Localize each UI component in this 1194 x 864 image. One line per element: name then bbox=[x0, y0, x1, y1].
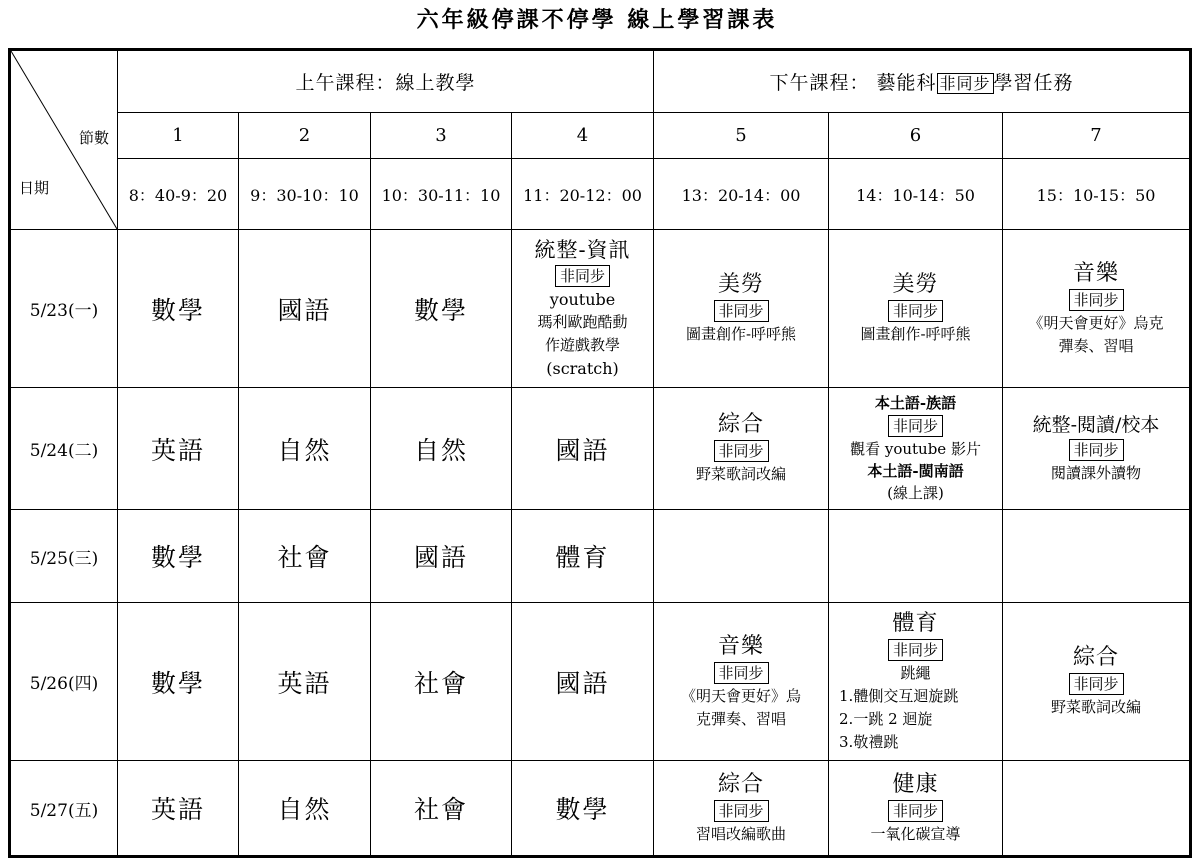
async-tag: 非同步 bbox=[714, 300, 769, 322]
subject-cell: 英語 bbox=[239, 603, 371, 761]
period-number-4: 4 bbox=[512, 113, 654, 159]
subject-title: 美勞 bbox=[892, 272, 939, 297]
morning-section-header: 上午課程：線上教學 bbox=[118, 50, 654, 113]
subject-cell: 數學 bbox=[118, 603, 239, 761]
async-tag: 非同步 bbox=[1069, 289, 1124, 311]
async-tag: 非同步 bbox=[888, 639, 943, 661]
subject-title: 體育 bbox=[892, 610, 939, 636]
async-tag: 非同步 bbox=[714, 440, 769, 462]
period-number-7: 7 bbox=[1003, 113, 1191, 159]
subject-cell: 數學 bbox=[118, 510, 239, 603]
day-label: 5/23(一) bbox=[10, 230, 118, 388]
period-time-6: 14：10-14：50 bbox=[829, 159, 1003, 230]
day-label: 5/24(二) bbox=[10, 388, 118, 510]
async-tag: 非同步 bbox=[555, 265, 610, 287]
async-tag: 非同步 bbox=[1069, 439, 1124, 461]
subject-cell: 自然 bbox=[239, 761, 371, 857]
subject-cell bbox=[654, 761, 829, 857]
afternoon-section-header bbox=[654, 50, 1191, 113]
task-desc: 《明天會更好》烏克 bbox=[1028, 313, 1164, 332]
subject-title: 健康 bbox=[892, 771, 939, 797]
schedule-row bbox=[10, 388, 1191, 510]
task-desc: 野菜歌詞改編 bbox=[1051, 698, 1142, 716]
empty-cell bbox=[1003, 761, 1191, 857]
task-desc: (線上課) bbox=[887, 483, 944, 502]
empty-cell bbox=[1003, 510, 1191, 603]
period-time-7: 15：10-15：50 bbox=[1003, 159, 1191, 230]
period-number-5: 5 bbox=[654, 113, 829, 159]
async-tag: 非同步 bbox=[888, 415, 943, 437]
task-desc: 圖畫創作-呼呼熊 bbox=[685, 325, 797, 343]
subject-cell bbox=[829, 761, 1003, 857]
subject-title: 綜合 bbox=[1073, 645, 1120, 670]
period-time-4: 11：20-12：00 bbox=[512, 159, 654, 230]
period-number-3: 3 bbox=[371, 113, 512, 159]
async-tag: 非同步 bbox=[888, 300, 943, 322]
day-label: 5/27(五) bbox=[10, 761, 118, 857]
task-desc: 作遊戲教學 bbox=[545, 336, 621, 354]
subject-cell: 英語 bbox=[118, 388, 239, 510]
subject-cell bbox=[1003, 603, 1191, 761]
schedule-row bbox=[10, 510, 1191, 603]
day-label: 5/25(三) bbox=[10, 510, 118, 603]
subject-title: 音樂 bbox=[718, 633, 765, 659]
task-desc: (scratch) bbox=[546, 359, 619, 378]
task-step: 3.敬禮跳 bbox=[839, 732, 899, 751]
task-desc: 瑪利歐跑酷動 bbox=[537, 313, 628, 331]
schedule-row bbox=[10, 603, 1191, 761]
schedule-table bbox=[8, 48, 1192, 858]
subject-cell bbox=[654, 388, 829, 510]
schedule-row bbox=[10, 230, 1191, 388]
corner-label-period: 節數 bbox=[78, 129, 109, 147]
subject-cell bbox=[654, 603, 829, 761]
task-desc: 野菜歌詞改編 bbox=[696, 465, 787, 483]
period-number-6: 6 bbox=[829, 113, 1003, 159]
page-title: 六年級停課不停學 線上學習課表 bbox=[416, 7, 778, 33]
subject-cell: 自然 bbox=[371, 388, 512, 510]
corner-header-cell bbox=[10, 50, 118, 230]
afternoon-label: 下午課程： 藝能科 bbox=[769, 72, 937, 94]
async-tag: 非同步 bbox=[714, 662, 769, 684]
empty-cell bbox=[654, 510, 829, 603]
schedule-row bbox=[10, 761, 1191, 857]
subject-cell: 數學 bbox=[371, 230, 512, 388]
task-desc: 閱讀課外讀物 bbox=[1051, 464, 1142, 482]
task-desc: 克彈奏、習唱 bbox=[696, 709, 787, 728]
subject-title: 統整-閱讀/校本 bbox=[1032, 414, 1160, 436]
period-time-3: 10：30-11：10 bbox=[371, 159, 512, 230]
period-number-1: 1 bbox=[118, 113, 239, 159]
empty-cell bbox=[829, 510, 1003, 603]
subject-cell bbox=[512, 230, 654, 388]
subject-cell: 數學 bbox=[118, 230, 239, 388]
day-label: 5/26(四) bbox=[10, 603, 118, 761]
task-desc: 習唱改編歌曲 bbox=[696, 824, 787, 843]
afternoon-async-tag: 非同步 bbox=[937, 73, 994, 94]
subject-title: 綜合 bbox=[718, 412, 765, 437]
subject-title: 綜合 bbox=[718, 771, 765, 797]
subject-cell bbox=[829, 388, 1003, 510]
subject-title: 音樂 bbox=[1073, 260, 1120, 286]
task-desc: 觀看 youtube 影片 bbox=[850, 439, 981, 458]
subject-title: 本土語-閩南語 bbox=[867, 461, 964, 480]
subject-title: 本土語-族語 bbox=[874, 393, 957, 412]
subject-cell: 國語 bbox=[512, 388, 654, 510]
subject-cell: 國語 bbox=[512, 603, 654, 761]
subject-cell bbox=[829, 603, 1003, 761]
task-desc: 圖畫創作-呼呼熊 bbox=[860, 325, 971, 343]
period-number-2: 2 bbox=[239, 113, 371, 159]
subject-cell: 社會 bbox=[371, 603, 512, 761]
task-step: 1.體側交互迴旋跳 bbox=[839, 686, 959, 705]
async-tag: 非同步 bbox=[1069, 673, 1124, 695]
task-desc: 《明天會更好》烏 bbox=[681, 686, 802, 705]
corner-label-date: 日期 bbox=[19, 179, 50, 197]
task-desc: 一氧化碳宣導 bbox=[870, 824, 961, 843]
subject-cell: 自然 bbox=[239, 388, 371, 510]
task-desc: 跳繩 bbox=[900, 663, 931, 682]
subject-cell bbox=[1003, 388, 1191, 510]
async-tag: 非同步 bbox=[888, 800, 943, 822]
period-time-1: 8：40-9：20 bbox=[118, 159, 239, 230]
async-tag: 非同步 bbox=[714, 800, 769, 822]
subject-cell bbox=[1003, 230, 1191, 388]
task-desc: youtube bbox=[549, 290, 616, 309]
subject-cell: 國語 bbox=[239, 230, 371, 388]
afternoon-label-suffix: 學習任務 bbox=[993, 72, 1074, 94]
subject-cell: 社會 bbox=[371, 761, 512, 857]
subject-title: 美勞 bbox=[718, 272, 765, 297]
subject-cell: 社會 bbox=[239, 510, 371, 603]
task-desc: 彈奏、習唱 bbox=[1058, 336, 1134, 355]
subject-cell: 國語 bbox=[371, 510, 512, 603]
subject-cell: 英語 bbox=[118, 761, 239, 857]
period-time-2: 9：30-10：10 bbox=[239, 159, 371, 230]
subject-cell: 體育 bbox=[512, 510, 654, 603]
subject-cell bbox=[829, 230, 1003, 388]
subject-cell: 數學 bbox=[512, 761, 654, 857]
period-time-5: 13：20-14：00 bbox=[654, 159, 829, 230]
subject-cell bbox=[654, 230, 829, 388]
task-step: 2.一跳 2 迴旋 bbox=[839, 709, 933, 728]
subject-title: 統整-資訊 bbox=[534, 238, 631, 262]
